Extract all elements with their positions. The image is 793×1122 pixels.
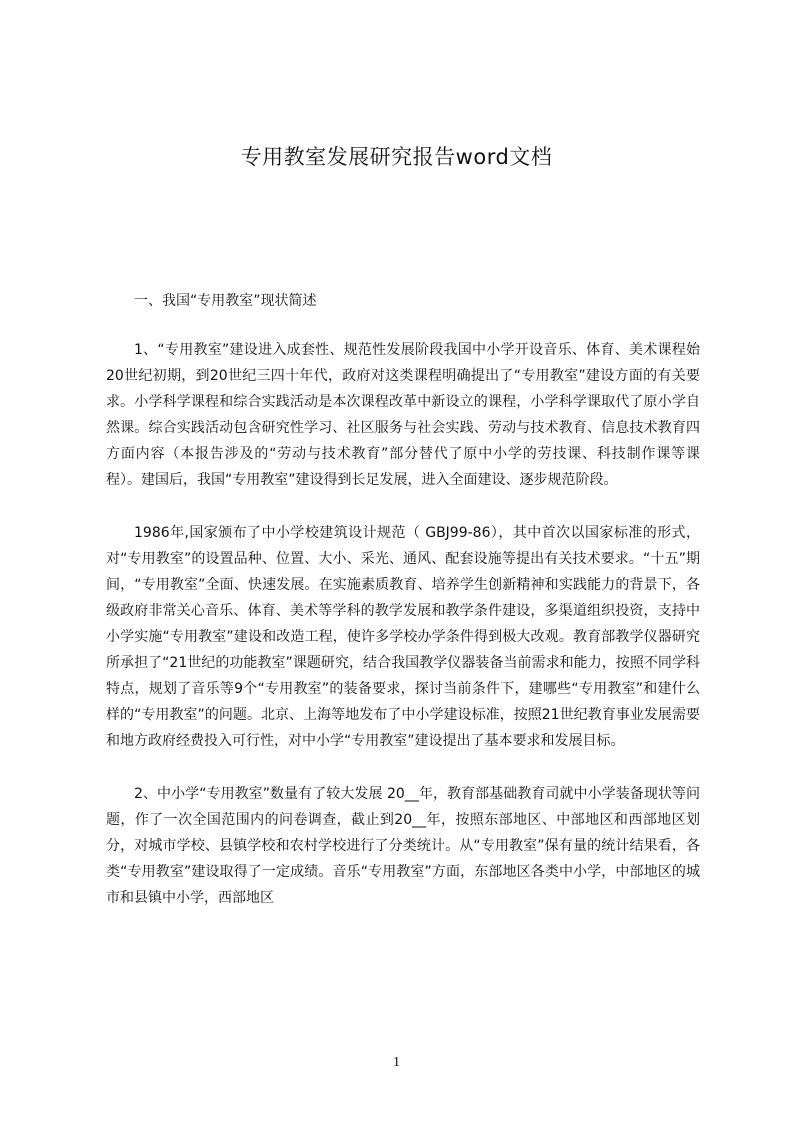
- document-title: 专用教室发展研究报告word文档: [240, 145, 553, 169]
- document-body: [106, 288, 700, 938]
- section-heading: 一、我国“专用教室”现状简述: [134, 293, 317, 309]
- paragraph-2: 1986年,国家颁布了中小学校建筑设计规范（ GBJ99-86），其中首次以国家标准的形式，对“专用教室”的设置品种、位置、大小、采光、通风、配套设施等提出有关技术要求。“十五”期间，“专用教室”全面、快速发展。在实施素质教育、培养学生创新精神和实践能力的背景下，各级政府非常关心音乐、体育、美术等学科的教学发展和教学条件建设，多渠道组织投资，支持中小学实施“专用教室”建设和改造工程，使许多学校办学条件得到极大改观。教育部教学仪器研究所承担了“21世纪的功能教室”课题研究，结合我国教学仪器装备当前需求和能力，按照不同学科特点，规划了音乐等9个“专用教室”的装备要求，探讨当前条件下，建哪些“专用教室”和建什么样的“专用教室”的问题。北京、上海等地发布了中小学建设标准，按照21世纪教育事业发展需要和地方政府经费投入可行性，对中小学“专用教室”建设提出了基本要求和发展目标。: [106, 525, 700, 749]
- page-number: 1: [393, 1055, 400, 1070]
- paragraph-3: 2、中小学“专用教室”数量有了较大发展 20__年，教育部基础教育司就中小学装备现状等问题，作了一次全国范围内的问卷调查，截止到20__年，按照东部地区、中部地区和西部地区划分，对城市学校、县镇学校和农村学校进行了分类统计。从“专用教室”保有量的统计结果看，各类“专用教室”建设取得了一定成绩。音乐“专用教室”方面，东部地区各类中小学，中部地区的城市和县镇中小学，西部地区: [106, 786, 700, 906]
- paragraph-1: 1、“专用教室”建设进入成套性、规范性发展阶段我国中小学开设音乐、体育、美术课程始20世纪初期，到20世纪三四十年代，政府对这类课程明确提出了“专用教室”建设方面的有关要求。小学科学课程和综合实践活动是本次课程改革中新设立的课程，小学科学课取代了原小学自然课。综合实践活动包含研究性学习、社区服务与社会实践、劳动与技术教育、信息技术教育四方面内容（本报告涉及的“劳动与技术教育”部分替代了原中小学的劳技课、科技制作课等课程）。建国后，我国“专用教室”建设得到长足发展，进入全面建设、逐步规范阶段。: [106, 342, 700, 488]
